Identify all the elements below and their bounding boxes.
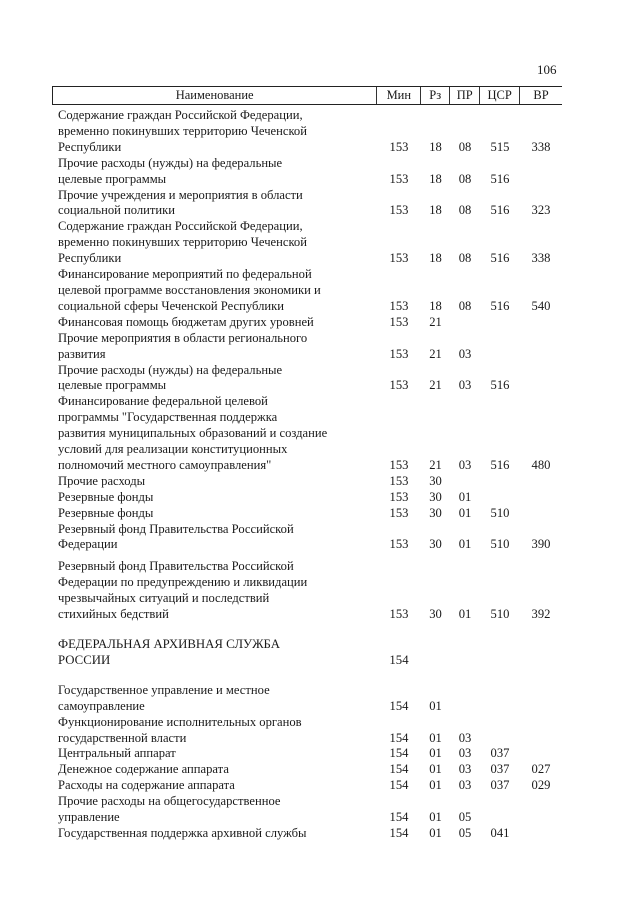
row-min: 154 — [389, 698, 409, 713]
budget-table — [52, 86, 562, 842]
row-csr: 041 — [490, 825, 510, 840]
row-pr: 01 — [458, 489, 472, 504]
header-pr: ПР — [450, 87, 480, 104]
row-min: 154 — [389, 825, 409, 840]
table-row — [52, 826, 562, 842]
row-rz: 18 — [429, 203, 442, 218]
table-row — [52, 506, 562, 522]
row-min: 153 — [389, 203, 409, 218]
header-name: Наименование — [53, 87, 377, 104]
row-min: 154 — [389, 652, 409, 667]
section-heading-row — [52, 637, 562, 669]
row-rz: 21 — [429, 314, 442, 329]
row-name: Прочие расходы (нужды) на федеральные целевые программы — [58, 362, 283, 393]
row-min: 154 — [389, 778, 409, 793]
row-csr: 515 — [490, 139, 510, 154]
row-pr: 03 — [458, 778, 472, 793]
row-min: 153 — [389, 298, 409, 313]
page-number: 106 — [537, 62, 557, 77]
row-vr: 323 — [531, 203, 551, 218]
row-name: Финансирование федеральной целевой программы "Государственная поддержка развития муниципальных образований и создание условий для реализации конституционных полномочий местного самоуправления" — [58, 394, 328, 472]
table-row — [52, 778, 562, 794]
row-rz: 01 — [429, 746, 442, 761]
row-min: 153 — [389, 607, 409, 622]
table-row — [52, 188, 562, 220]
row-pr: 03 — [458, 730, 472, 745]
row-vr: 390 — [531, 537, 551, 552]
row-vr: 338 — [531, 251, 551, 266]
row-csr: 037 — [490, 778, 510, 793]
row-name: Прочие мероприятия в области регионального развития — [58, 330, 308, 361]
row-name: Резервный фонд Правительства Российской Федерации по предупреждению и ликвидации чрезвычайных ситуаций и последствий стихийных бедствий — [58, 559, 308, 622]
row-rz: 30 — [429, 537, 442, 552]
row-rz: 01 — [429, 730, 442, 745]
row-vr: 338 — [531, 139, 551, 154]
table-row — [52, 219, 562, 267]
row-rz: 18 — [429, 298, 442, 313]
section-heading: ФЕДЕРАЛЬНАЯ АРХИВНАЯ СЛУЖБА РОССИИ — [58, 637, 280, 667]
row-name: Государственная поддержка архивной службы — [58, 825, 307, 840]
row-min: 153 — [389, 251, 409, 266]
row-min: 153 — [389, 171, 409, 186]
table-row — [52, 267, 562, 315]
row-name: Прочие расходы на общегосударственное управление — [58, 794, 281, 825]
row-rz: 18 — [429, 251, 442, 266]
table-row — [52, 394, 562, 474]
row-pr: 08 — [458, 203, 472, 218]
row-min: 154 — [389, 810, 409, 825]
header-rz: Рз — [421, 87, 450, 104]
table-row — [52, 794, 562, 826]
row-csr: 037 — [490, 746, 510, 761]
row-csr: 516 — [490, 251, 510, 266]
row-name: Финансовая помощь бюджетам других уровней — [58, 314, 314, 329]
row-rz: 18 — [429, 171, 442, 186]
row-pr: 05 — [458, 810, 472, 825]
row-name: Прочие расходы (нужды) на федеральные целевые программы — [58, 155, 283, 186]
row-csr: 516 — [490, 298, 510, 313]
row-vr: 540 — [531, 298, 551, 313]
row-name: Функционирование исполнительных органов государственной власти — [58, 714, 302, 745]
table-row — [52, 522, 562, 554]
row-vr: 392 — [531, 607, 551, 622]
table-header — [52, 86, 562, 105]
row-pr: 08 — [458, 298, 472, 313]
row-name: Прочие учреждения и мероприятия в области социальной политики — [58, 187, 303, 218]
row-name: Содержание граждан Российской Федерации, временно покинувших территорию Чеченской Республики — [58, 219, 307, 266]
row-name: Государственное управление и местное самоуправление — [58, 682, 270, 713]
row-rz: 01 — [429, 810, 442, 825]
row-pr: 03 — [458, 346, 472, 361]
table-row — [52, 331, 562, 363]
table-row — [52, 490, 562, 506]
row-vr: 027 — [531, 762, 551, 777]
row-rz: 01 — [429, 778, 442, 793]
row-rz: 01 — [429, 825, 442, 840]
row-pr: 03 — [458, 746, 472, 761]
row-rz: 30 — [429, 505, 442, 520]
row-rz: 18 — [429, 139, 442, 154]
row-rz: 21 — [429, 378, 442, 393]
row-pr: 01 — [458, 505, 472, 520]
row-pr: 08 — [458, 171, 472, 186]
row-min: 153 — [389, 139, 409, 154]
header-csr: ЦСР — [480, 87, 520, 104]
row-min: 154 — [389, 730, 409, 745]
row-rz: 21 — [429, 457, 442, 472]
row-rz: 30 — [429, 473, 442, 488]
row-pr: 08 — [458, 139, 472, 154]
table-row — [52, 156, 562, 188]
row-rz: 01 — [429, 762, 442, 777]
row-rz: 30 — [429, 489, 442, 504]
header-min: Мин — [377, 87, 421, 104]
header-vr: ВР — [533, 88, 549, 102]
row-name: Содержание граждан Российской Федерации, временно покинувших территорию Чеченской Республики — [58, 108, 307, 154]
row-min: 153 — [389, 378, 409, 393]
row-min: 154 — [389, 762, 409, 777]
table-row — [52, 108, 562, 156]
row-csr: 516 — [490, 378, 510, 393]
table-row — [52, 315, 562, 331]
row-pr: 03 — [458, 762, 472, 777]
row-pr: 03 — [458, 457, 472, 472]
row-pr: 05 — [458, 825, 472, 840]
row-name: Денежное содержание аппарата — [58, 762, 229, 777]
table-row — [52, 715, 562, 747]
row-vr: 029 — [531, 778, 551, 793]
table-row — [52, 683, 562, 715]
table-row — [52, 474, 562, 490]
row-min: 153 — [389, 346, 409, 361]
row-csr: 516 — [490, 171, 510, 186]
row-rz: 30 — [429, 607, 442, 622]
table-row — [52, 363, 562, 395]
row-name: Финансирование мероприятий по федеральной целевой программе восстановления экономики и социальной сферы Чеченской Республики — [58, 267, 321, 313]
row-name: Расходы на содержание аппарата — [58, 778, 235, 793]
row-name: Резервные фонды — [58, 489, 154, 504]
row-name: Резервные фонды — [58, 505, 154, 520]
table-body — [52, 108, 562, 842]
row-pr: 01 — [458, 607, 472, 622]
table-row — [52, 559, 562, 623]
row-csr: 510 — [490, 607, 510, 622]
row-name: Прочие расходы — [58, 473, 146, 488]
row-pr: 01 — [458, 537, 472, 552]
row-min: 153 — [389, 457, 409, 472]
row-min: 153 — [389, 537, 409, 552]
row-min: 153 — [389, 505, 409, 520]
row-rz: 01 — [429, 698, 442, 713]
row-min: 154 — [389, 746, 409, 761]
row-rz: 21 — [429, 346, 442, 361]
row-name: Резервный фонд Правительства Российской Федерации — [58, 521, 294, 552]
row-csr: 037 — [490, 762, 510, 777]
row-pr: 08 — [458, 251, 472, 266]
row-vr: 480 — [531, 457, 551, 472]
table-row — [52, 762, 562, 778]
row-csr: 516 — [490, 457, 510, 472]
row-pr: 03 — [458, 378, 472, 393]
row-csr: 510 — [490, 537, 510, 552]
table-row — [52, 746, 562, 762]
row-min: 153 — [389, 473, 409, 488]
row-min: 153 — [389, 314, 409, 329]
row-csr: 510 — [490, 505, 510, 520]
row-min: 153 — [389, 489, 409, 504]
row-csr: 516 — [490, 203, 510, 218]
row-name: Центральный аппарат — [58, 746, 176, 761]
